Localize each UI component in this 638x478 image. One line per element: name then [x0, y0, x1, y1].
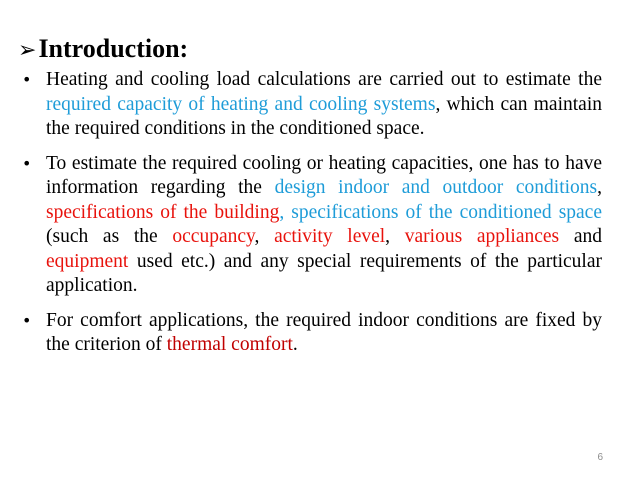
- bullet-3-seg-0: For comfort applications, the required indoor conditions are fixed by the criterion of: [46, 309, 602, 355]
- arrow-bullet-icon: ➢: [18, 38, 37, 63]
- bullet-2-seg-14: used etc.) and any special requirements of the particular application.: [46, 250, 602, 296]
- page-number: 6: [597, 452, 603, 463]
- bullet-2-seg-6: (such as the: [46, 226, 173, 247]
- bullet-1-seg-0: Heating and cooling load calculations are carried out to estimate the: [46, 69, 602, 90]
- bullet-2-seg-8: ,: [254, 226, 275, 247]
- bullet-item: [22, 68, 602, 142]
- bullet-2-seg-9: activity level: [274, 226, 386, 247]
- bullet-item: [22, 309, 602, 358]
- bullet-list: [22, 68, 602, 368]
- bullet-2-seg-4: ,: [279, 201, 292, 223]
- bullet-1-seg-1: required capacity of heating and cooling systems: [46, 93, 436, 115]
- bullet-2-seg-3: specifications of the building: [46, 201, 280, 223]
- slide-heading: [18, 34, 188, 66]
- bullet-3-seg-1: thermal comfort: [166, 334, 293, 355]
- bullet-item: [22, 152, 602, 299]
- bullet-2-seg-5: specifications of the conditioned space: [291, 201, 602, 223]
- bullet-2-seg-0: To estimate the required cooling or heating capacities, one has to have information regarding the: [46, 152, 602, 198]
- bullet-dot-icon: •: [22, 70, 32, 89]
- heading-text: Introduction:: [38, 34, 189, 63]
- bullet-2-seg-1: design indoor and outdoor conditions: [274, 177, 598, 198]
- bullet-3-seg-2: .: [292, 334, 298, 355]
- bullet-2-seg-7: occupancy: [172, 226, 255, 247]
- bullet-2-seg-11: various appliances: [404, 226, 560, 247]
- bullet-2-seg-12: and: [559, 226, 603, 247]
- bullet-dot-icon: •: [22, 310, 32, 330]
- bullet-dot-icon: •: [22, 153, 32, 173]
- bullet-2-seg-2: ,: [597, 177, 602, 198]
- bullet-1-seg-2: , which can maintain the required conditions in the conditioned space.: [46, 93, 602, 139]
- bullet-2-seg-10: ,: [385, 226, 405, 247]
- bullet-2-seg-13: equipment: [46, 250, 129, 272]
